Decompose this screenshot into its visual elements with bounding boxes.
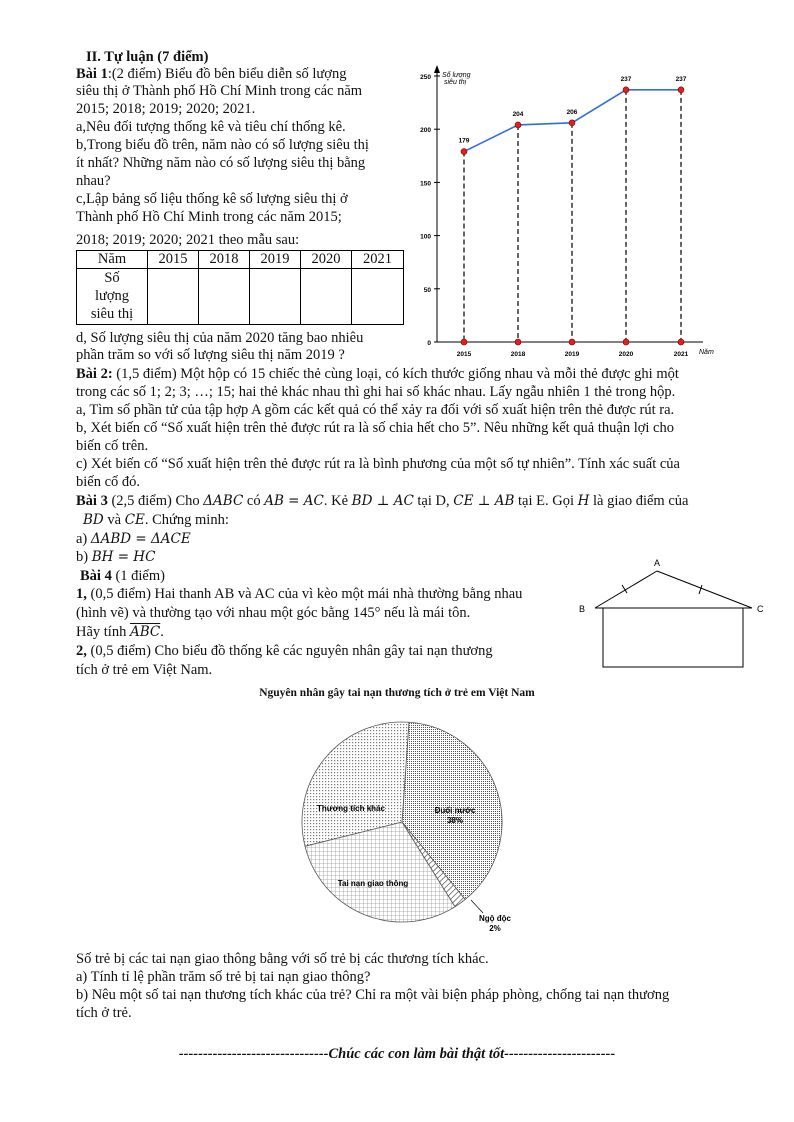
label-b: B (579, 604, 586, 614)
data-label: 206 (566, 108, 578, 116)
data-label: 179 (458, 137, 470, 145)
y-tick-label: 50 (423, 286, 431, 294)
bai1-line-3: a,Nêu đối tượng thống kê và tiêu chí thống kê. (76, 119, 346, 135)
data-point (623, 87, 629, 93)
bai4-after-2: b) Nêu một số tai nạn thương tích khác của trẻ? Chỉ ra một vài biện pháp phòng, chống tai nạn thương (76, 987, 670, 1003)
section-title: II. Tự luận (7 điểm) (86, 49, 209, 65)
bai4-text: (0,5 điểm) Hai thanh AB và AC của vì kèo một mái nhà thường bằng nhau (86, 586, 523, 602)
footer-message: -------------------------------Chúc các con làm bài thật tốt----------------------- (178, 1046, 616, 1062)
bai4-text: (0,5 điểm) Cho biểu đồ thống kê các nguyên nhân gây tai nạn thương (86, 643, 493, 659)
x-tick-label: 2015 (456, 351, 472, 358)
line-chart (405, 60, 735, 365)
bai3-math: AB = AC (264, 493, 324, 509)
bai4-ask-text: Hãy tính (76, 624, 130, 640)
x-tick-label: 2019 (564, 351, 580, 358)
pie-label: Thương tích khác (317, 804, 385, 813)
bai4-after-0: Số trẻ bị các tai nạn giao thông bằng với số trẻ bị các thương tích khác. (76, 951, 489, 967)
label-c: C (757, 604, 764, 614)
y-tick-label: 0 (427, 340, 431, 347)
bai4-after-1: a) Tính tỉ lệ phần trăm số trẻ bị tai nạn giao thông? (76, 969, 371, 985)
data-label: 237 (620, 75, 632, 83)
bai2-line-4: biến cố trên. (76, 438, 149, 454)
data-label: 237 (675, 75, 687, 83)
bai4-p1-line-1: (hình vẽ) và thường tạo với nhau một góc bằng 145° nếu là mái tôn. (76, 605, 471, 621)
bai3-heading: Bài 3 (76, 493, 108, 509)
table-empty-cell[interactable] (148, 269, 199, 325)
bai2-heading: Bài 2: (76, 366, 113, 382)
bai3-text: có (243, 493, 265, 509)
bai2-line-0 (76, 366, 679, 383)
pie-label: Đuối nước (434, 806, 476, 815)
table-header-cell: 2018 (199, 251, 250, 269)
y-axis-label: siêu thị (444, 79, 467, 86)
bai4-angle: $\overline{ABC}$ (129, 624, 161, 640)
bai3-text: tại D, (413, 493, 454, 509)
bai3-text: . Kẻ (323, 493, 352, 509)
bai3-line-0 (76, 493, 688, 510)
line-chart-marks (457, 76, 689, 358)
pie-label: Tai nạn giao thông (337, 879, 409, 888)
pie-leader-line (471, 900, 483, 913)
table-row-label (77, 269, 148, 325)
table-empty-cell[interactable] (352, 269, 404, 325)
bai4-points: (1 điểm) (111, 568, 165, 584)
bai4-title (80, 568, 165, 585)
pie-title: Nguyên nhân gây tai nạn thương tích ở trẻ em Việt Nam (259, 687, 535, 699)
bai3-math: H (577, 493, 590, 509)
x-axis-label: Năm (699, 349, 714, 356)
data-label: 204 (512, 110, 524, 118)
table-empty-cell[interactable] (199, 269, 250, 325)
bai1-line-0 (76, 66, 346, 83)
house-wall (603, 608, 743, 667)
bai1-line-7: c,Lập bảng số liệu thống kê số lượng siêu thị ở (76, 191, 348, 207)
bai3-math: CE ⊥ AB (453, 493, 515, 509)
roof-diagram (575, 555, 770, 675)
bai1-line-8: Thành phố Hồ Chí Minh trong các năm 2015; (76, 209, 342, 225)
bai3-text: và (103, 512, 125, 528)
x-tick-label: 2020 (618, 351, 634, 358)
y-axis-label: Số lượng (442, 72, 471, 79)
bai4-heading: Bài 4 (80, 568, 112, 584)
row-label-line: siêu thị (90, 306, 134, 322)
x-tick-label: 2021 (673, 351, 689, 358)
bai1-line-9: 2018; 2019; 2020; 2021 theo mẫu sau: (76, 232, 300, 248)
x-tick-label: 2018 (510, 351, 526, 358)
table-row (77, 269, 404, 325)
data-point (515, 122, 521, 128)
row-label-line: lượng (94, 288, 130, 304)
y-tick-label: 150 (420, 180, 431, 188)
bai1-line-1: siêu thị ở Thành phố Hồ Chí Minh trong các năm (76, 83, 363, 99)
row-label-line: Số (104, 270, 120, 286)
axis-point (569, 339, 575, 345)
pie-chart (295, 715, 525, 940)
axis-point (678, 339, 684, 345)
bai3-text: tại E. Gọi (514, 493, 578, 509)
bai1-d-line-1: phần trăm so với số lượng siêu thị năm 2019 ? (76, 347, 345, 363)
bai4-p1-num: 1, (76, 586, 87, 602)
bai3-b-math: BH = HC (91, 549, 156, 565)
roof-bar-ab (595, 571, 657, 608)
bai3-math: ΔABC (203, 493, 244, 509)
table-empty-cell[interactable] (301, 269, 352, 325)
bai2-line-5: c) Xét biến cố “Số xuất hiện trên thẻ được rút ra là bình phương của một số tự nhiên”. Tính xác suất của (76, 456, 680, 472)
bai3-text: (2,5 điểm) Cho (107, 493, 204, 509)
pie-value-label: 38% (446, 816, 464, 825)
data-point (678, 87, 684, 93)
bai3-b (76, 549, 155, 566)
table-empty-cell[interactable] (250, 269, 301, 325)
bai3-a-prefix: a) (76, 531, 91, 547)
bai2-line-2: a, Tìm số phần tử của tập hợp A gồm các kết quả có thể xảy ra đối với số xuất hiện trên thẻ được rút ra. (76, 402, 675, 418)
bai1-line-5: ít nhất? Những năm nào có số lượng siêu thị bằng (76, 155, 366, 171)
axis-point (515, 339, 521, 345)
table-header-cell: 2015 (148, 251, 199, 269)
bai1-d-line-0: d, Số lượng siêu thị của năm 2020 tăng bao nhiêu (76, 330, 364, 346)
label-a: A (654, 558, 661, 568)
pie-value-label: 2% (489, 924, 501, 933)
bai1-heading: Bài 1 (76, 66, 108, 82)
bai1-table (76, 250, 404, 325)
bai2-line-3: b, Xét biến cố “Số xuất hiện trên thẻ được rút ra là số chia hết cho 5”. Nêu những kết quả thuận lợi cho (76, 420, 674, 436)
bai1-text: :(2 điểm) Biểu đồ bên biểu diễn số lượng (107, 66, 347, 82)
bai3-text: . Chứng minh: (144, 512, 229, 528)
bai2-text: (1,5 điểm) Một hộp có 15 chiếc thẻ cùng loại, có kích thước giống nhau và mỗi thẻ được ghi một (112, 366, 679, 382)
data-point (569, 120, 575, 126)
axis-point (461, 339, 467, 345)
table-header-cell: Năm (77, 251, 148, 269)
tick-mark (699, 585, 702, 594)
bai1-line-4: b,Trong biểu đồ trên, năm nào có số lượng siêu thị (76, 137, 369, 153)
pie-slices (302, 722, 502, 922)
table-header-cell: 2020 (301, 251, 352, 269)
axis-point (623, 339, 629, 345)
bai4-p2-num: 2, (76, 643, 87, 659)
bai2-line-6: biến cố đó. (76, 474, 141, 490)
bai4-ask-end: . (160, 624, 164, 640)
y-tick-label: 200 (420, 127, 431, 135)
table-header-cell: 2019 (250, 251, 301, 269)
bai2-line-1: trong các số 1; 2; 3; …; 15; hai thẻ khác nhau thì ghi hai số khác nhau. Lấy ngẫu nhiên 1 thẻ trong hộp. (76, 384, 676, 400)
bai1-line-2: 2015; 2018; 2019; 2020; 2021. (76, 101, 256, 117)
table-header-cell: 2021 (352, 251, 404, 269)
bai3-b-prefix: b) (76, 549, 92, 565)
bai4-p2-line-1: tích ở trẻ em Việt Nam. (76, 662, 213, 678)
table-row (77, 251, 404, 269)
y-tick-label: 100 (420, 233, 431, 241)
bai3-math: BD (83, 512, 104, 528)
bai4-p2-line-0 (76, 643, 493, 660)
bai3-line-1 (83, 512, 229, 529)
bai3-math: CE (124, 512, 145, 528)
bai3-a (76, 531, 191, 548)
bai4-after-3: tích ở trẻ. (76, 1005, 132, 1021)
pie-label: Ngộ độc (479, 914, 511, 923)
bai4-p1-ask (76, 624, 164, 641)
bai4-p1-line-0 (76, 586, 522, 603)
data-point (461, 149, 467, 155)
bai1-line-6: nhau? (76, 173, 111, 189)
bai3-math: BD ⊥ AC (351, 493, 414, 509)
bai3-text: là giao điểm của (589, 493, 689, 509)
bai3-a-math: ΔABD = ΔACE (90, 531, 191, 547)
roof-bar-ac (657, 571, 752, 608)
y-axis-arrow (434, 65, 440, 73)
y-tick-label: 250 (420, 74, 431, 81)
